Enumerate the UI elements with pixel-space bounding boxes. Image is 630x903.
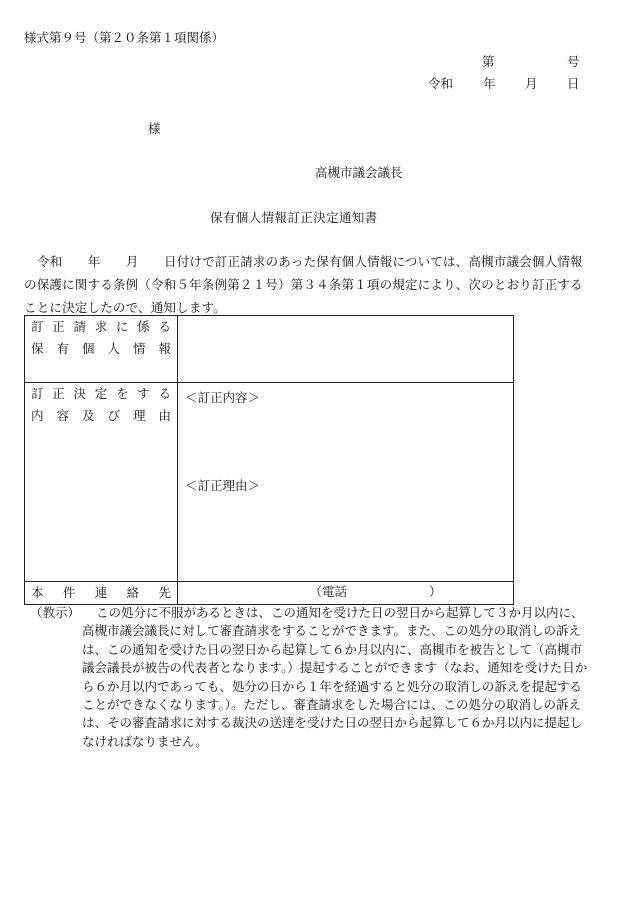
date-day: 日 — [567, 76, 580, 91]
personal-info-label — [25, 316, 178, 383]
doc-number-suffix: 号 — [567, 54, 580, 69]
date-month: 月 — [525, 76, 538, 91]
sender-name: 高槻市議会議長 — [315, 165, 403, 180]
form-number: 様式第９号（第２０条第１項関係） — [24, 30, 225, 45]
phone-open: （電話 — [309, 584, 347, 599]
notice-section — [30, 604, 590, 751]
label-line: 保有個人情報 — [31, 341, 171, 356]
notice-text: この処分に不服があるときは、この通知を受けた日の翌日から起算して３か月以内に、高槻市議会議長に対して審査請求をすることができます。また、この処分の取消しの訴えは、この通知を受けた日の翌日から起算して６か月以内に、高槻市を被告として（高槻市議会議長が被告の代表者となります。）提起することができます（なお、通知を受けた日から６か月以内であっても、処分の日から１年を経過すると処分の取消しの訴えを提起することができなくなります。）。ただし、審査請求をした場合には、この処分の取消しの訴えは、その審査請求に対する裁決の送達を受けた日の翌日から起算して６か月以内に提起しなければなりません。 — [82, 605, 588, 749]
notice-label: （教示） — [30, 605, 81, 620]
correction-reason-heading: ＜訂正理由＞ — [185, 478, 261, 493]
body-paragraph: 令和 年 月 日付けで訂正請求のあった保有個人情報については、高槻市議会個人情報の保護に関する条例（令和５年条例第２１号）第３４条第１項の規定により、次のとおり訂正することに決定したので、通知します。 — [24, 254, 583, 315]
addressee-suffix: 様 — [148, 121, 161, 136]
label-line: 訂正請求に係る — [31, 319, 171, 334]
contact-label — [25, 582, 178, 605]
label-line: 訂正決定をする — [31, 386, 171, 401]
contact-field[interactable] — [178, 582, 514, 605]
phone-field — [178, 582, 513, 600]
correction-content-heading: ＜訂正内容＞ — [185, 390, 261, 405]
doc-number-prefix: 第 — [482, 54, 495, 69]
personal-info-field[interactable] — [178, 316, 514, 383]
table-row — [25, 316, 514, 383]
date-year: 年 — [483, 76, 496, 91]
decision-table — [24, 315, 514, 605]
date-era: 令和 — [428, 76, 454, 91]
label-line: 本件連絡先 — [31, 585, 171, 600]
decision-label — [25, 383, 178, 582]
table-row — [25, 383, 514, 582]
table-row — [25, 582, 514, 605]
phone-close: ） — [429, 584, 442, 599]
label-line: 内容及び理由 — [31, 408, 171, 423]
document-title: 保有個人情報訂正決定通知書 — [210, 210, 378, 225]
decision-field[interactable] — [178, 383, 514, 582]
